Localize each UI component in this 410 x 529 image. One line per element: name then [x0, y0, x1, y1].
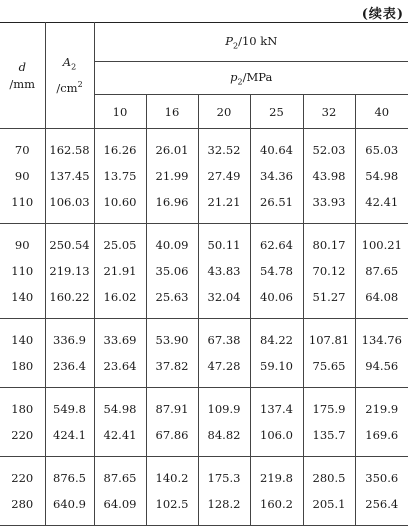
cell-value: 27.49 — [198, 163, 250, 189]
cell-value: 10.60 — [103, 195, 137, 209]
cell-value: 16.96 — [146, 189, 198, 215]
cell-value: 33.93 — [303, 189, 355, 215]
cell-value: 100.21 — [355, 232, 408, 258]
cell-d: 220 — [0, 465, 45, 491]
cell-value: 26.01 — [146, 137, 198, 163]
cell-value: 135.7 — [303, 422, 355, 448]
cell-area: 424.1 — [45, 422, 94, 448]
table-caption: (续表) — [361, 7, 404, 22]
cell-value: 169.6 — [355, 422, 408, 448]
cell-value: 42.41 — [103, 428, 137, 442]
header-d — [0, 23, 45, 129]
cell-area: 336.9 — [45, 327, 94, 353]
cell-value: 43.83 — [198, 258, 250, 284]
header-pressure — [94, 62, 408, 95]
cell-value: 23.64 — [103, 359, 137, 373]
cell-value: 34.36 — [250, 163, 303, 189]
cell-value: 43.98 — [303, 163, 355, 189]
cell-value: 40.09 — [146, 232, 198, 258]
table-row — [0, 353, 408, 379]
cell-value: 42.41 — [355, 189, 408, 215]
pressure-header-32: 32 — [303, 95, 355, 129]
cell-d: 180 — [0, 396, 45, 422]
cell-value: 67.38 — [198, 327, 250, 353]
cell-value: 35.06 — [146, 258, 198, 284]
header-d-symbol: d — [18, 59, 26, 74]
header-force-unit: /10 kN — [238, 33, 278, 48]
header-a-unit: /cm — [56, 80, 78, 95]
cell-d: 90 — [0, 163, 45, 189]
header-pressure-unit: /MPa — [242, 69, 273, 84]
table-row — [0, 189, 408, 215]
cell-value: 84.22 — [250, 327, 303, 353]
data-table — [0, 22, 408, 526]
cell-value: 25.05 — [103, 238, 137, 252]
cell-value: 87.65 — [103, 471, 137, 485]
cell-value: 205.1 — [303, 491, 355, 517]
cell-value: 175.9 — [303, 396, 355, 422]
cell-value: 51.27 — [303, 284, 355, 310]
table-row — [0, 422, 408, 448]
cell-value: 13.75 — [103, 169, 137, 183]
pressure-header-20: 20 — [198, 95, 250, 129]
cell-value: 52.03 — [303, 137, 355, 163]
cell-d: 140 — [0, 284, 45, 310]
cell-value: 134.76 — [355, 327, 408, 353]
table-row — [0, 491, 408, 517]
header-a-symbol: A — [62, 55, 72, 70]
cell-area: 160.22 — [45, 284, 94, 310]
cell-value: 80.17 — [303, 232, 355, 258]
cell-area: 162.58 — [45, 137, 94, 163]
cell-value: 40.64 — [250, 137, 303, 163]
cell-value: 94.56 — [355, 353, 408, 379]
cell-value: 21.91 — [103, 264, 137, 278]
cell-d: 110 — [0, 189, 45, 215]
cell-value: 64.08 — [355, 284, 408, 310]
cell-area: 250.54 — [45, 232, 94, 258]
cell-value: 21.99 — [146, 163, 198, 189]
header-pressure-symbol: p — [230, 69, 238, 84]
cell-value: 106.0 — [250, 422, 303, 448]
cell-value: 175.3 — [198, 465, 250, 491]
cell-value: 53.90 — [146, 327, 198, 353]
cell-area: 137.45 — [45, 163, 94, 189]
cell-area: 236.4 — [45, 353, 94, 379]
cell-value: 32.52 — [198, 137, 250, 163]
cell-value: 37.82 — [146, 353, 198, 379]
cell-area: 640.9 — [45, 491, 94, 517]
cell-value: 54.98 — [355, 163, 408, 189]
pressure-header-10: 10 — [94, 95, 146, 129]
cell-value: 219.8 — [250, 465, 303, 491]
pressure-header-16: 16 — [146, 95, 198, 129]
cell-value: 280.5 — [303, 465, 355, 491]
pressure-header-25: 25 — [250, 95, 303, 129]
cell-value: 54.98 — [103, 402, 137, 416]
cell-value: 102.5 — [146, 491, 198, 517]
cell-value: 16.26 — [103, 143, 137, 157]
table-row — [0, 284, 408, 310]
cell-value: 107.81 — [303, 327, 355, 353]
cell-value: 33.69 — [103, 333, 137, 347]
cell-area: 219.13 — [45, 258, 94, 284]
header-force-symbol: P — [225, 33, 233, 48]
header-pressure-sub: 2 — [237, 77, 243, 87]
cell-value: 87.65 — [355, 258, 408, 284]
cell-area: 106.03 — [45, 189, 94, 215]
cell-value: 40.06 — [250, 284, 303, 310]
cell-d: 90 — [0, 232, 45, 258]
cell-d: 220 — [0, 422, 45, 448]
cell-value: 50.11 — [198, 232, 250, 258]
cell-value: 87.91 — [146, 396, 198, 422]
table-row — [0, 465, 408, 491]
pressure-header-40: 40 — [355, 95, 408, 129]
cell-value: 32.04 — [198, 284, 250, 310]
cell-value: 109.9 — [198, 396, 250, 422]
header-a — [45, 23, 94, 129]
table-row — [0, 163, 408, 189]
table-row — [0, 137, 408, 163]
cell-value: 21.21 — [198, 189, 250, 215]
header-force-sub: 2 — [233, 41, 239, 51]
cell-value: 70.12 — [303, 258, 355, 284]
cell-value: 65.03 — [355, 137, 408, 163]
table-row — [0, 258, 408, 284]
cell-value: 137.4 — [250, 396, 303, 422]
table-row — [0, 396, 408, 422]
cell-value: 67.86 — [146, 422, 198, 448]
cell-area: 549.8 — [45, 396, 94, 422]
cell-value: 350.6 — [355, 465, 408, 491]
cell-value: 26.51 — [250, 189, 303, 215]
cell-value: 16.02 — [103, 290, 137, 304]
cell-value: 62.64 — [250, 232, 303, 258]
header-a-unit-sup: 2 — [77, 79, 83, 89]
cell-d: 280 — [0, 491, 45, 517]
cell-area: 876.5 — [45, 465, 94, 491]
table-row — [0, 327, 408, 353]
header-a-sub: 2 — [71, 62, 77, 72]
cell-value: 128.2 — [198, 491, 250, 517]
cell-value: 54.78 — [250, 258, 303, 284]
cell-value: 256.4 — [355, 491, 408, 517]
header-d-unit: /mm — [9, 76, 36, 91]
cell-value: 47.28 — [198, 353, 250, 379]
table-row — [0, 232, 408, 258]
header-force — [94, 23, 408, 62]
cell-value: 59.10 — [250, 353, 303, 379]
cell-value: 75.65 — [303, 353, 355, 379]
cell-value: 64.09 — [103, 497, 137, 511]
cell-value: 160.2 — [250, 491, 303, 517]
cell-d: 70 — [0, 137, 45, 163]
cell-value: 140.2 — [146, 465, 198, 491]
cell-value: 25.63 — [146, 284, 198, 310]
cell-d: 180 — [0, 353, 45, 379]
cell-value: 84.82 — [198, 422, 250, 448]
cell-value: 219.9 — [355, 396, 408, 422]
cell-d: 110 — [0, 258, 45, 284]
cell-d: 140 — [0, 327, 45, 353]
